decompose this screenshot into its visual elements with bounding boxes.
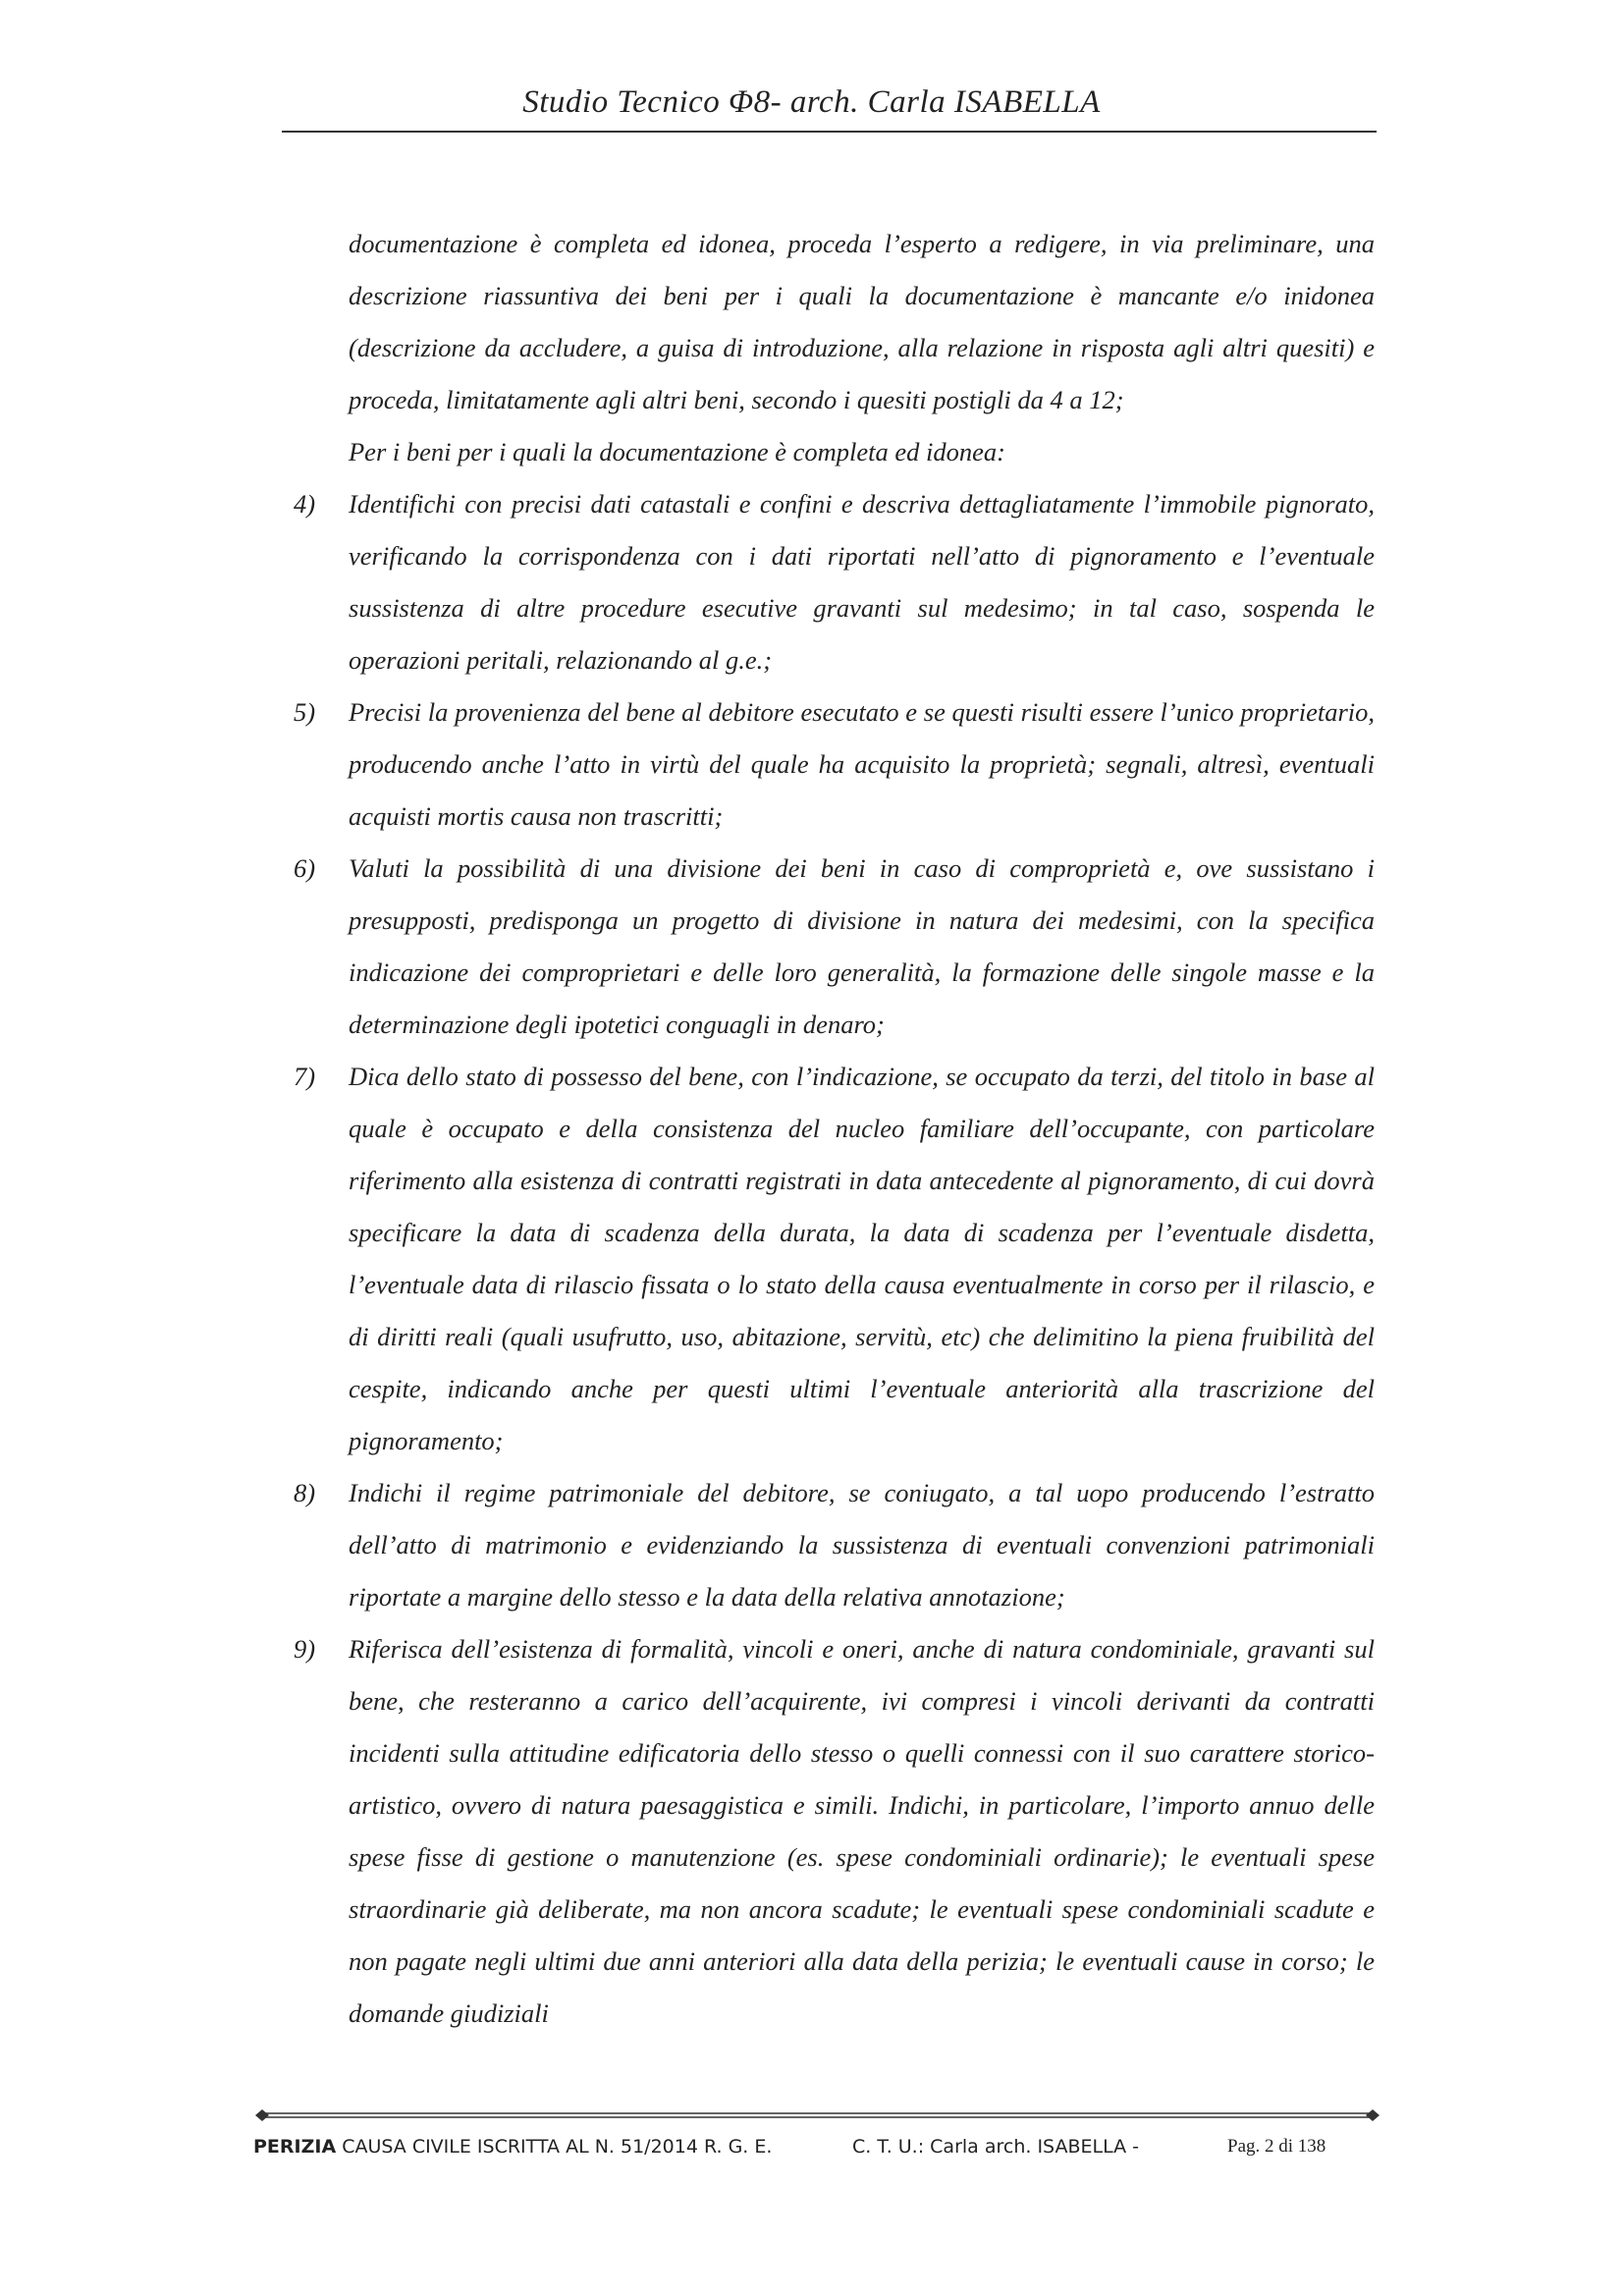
list-item-text: Precisi la provenienza del bene al debitore esecutato e se questi risulti essere l’unico proprietario, producendo anche l’atto in virtù del quale ha acquisito la proprietà; segnali, altresì, eventuali acquisti mortis causa non trascritti; (349, 697, 1375, 831)
list-item-number: 7) (294, 1062, 316, 1091)
list-item-number: 6) (294, 853, 316, 883)
list-item-text: Valuti la possibilità di una divisione dei beni in caso di comproprietà e, ove sussistano i presupposti, predisponga un progetto di divisione in natura dei medesimi, con la specifica indicazione dei comproprietari e delle loro generalità, la formazione delle singole masse e la determinazione degli ipotetici conguagli in denaro; (349, 853, 1375, 1039)
diamond-ornament-icon (1366, 2109, 1380, 2121)
list-item (294, 1623, 1375, 2040)
footer-divider (255, 2108, 1380, 2122)
footer-ctu: C. T. U.: Carla arch. ISABELLA - (852, 2136, 1140, 2158)
diamond-ornament-icon (255, 2109, 269, 2121)
footer-case-reference (253, 2136, 772, 2158)
footer-page-number: Pag. 2 di 138 (1227, 2136, 1326, 2157)
list-item-text: Indichi il regime patrimoniale del debitore, se coniugato, a tal uopo producendo l’estratto dell’atto di matrimonio e evidenziando la sussistenza di eventuali convenzioni patrimoniali riportate a margine dello stesso e la data della relativa annotazione; (349, 1478, 1375, 1612)
document-body (294, 218, 1375, 2040)
list-item-text: Dica dello stato di possesso del bene, con l’indicazione, se occupato da terzi, del titolo in base al quale è occupato e della consistenza del nucleo familiare dell’occupante, con particolare riferimento alla esistenza di contratti registrati in data antecedente al pignoramento, di cui dovrà specificare la data di scadenza della durata, la data di scadenza per l’eventuale disdetta, l’eventuale data di rilascio fissata o lo stato della causa eventualmente in corso per il rilascio, e di diritti reali (quali usufrutto, uso, abitazione, servitù, etc) che delimitino la piena fruibilità del cespite, indicando anche per questi ultimi l’eventuale anteriorità alla trascrizione del pignoramento; (349, 1062, 1375, 1455)
list-item (294, 478, 1375, 686)
footer-case-text: CAUSA CIVILE ISCRITTA AL N. 51/2014 R. G. E. (336, 2136, 773, 2158)
subheading: Per i beni per i quali la documentazione è completa ed idonea: (349, 437, 1005, 466)
list-item-text: Riferisca dell’esistenza di formalità, vincoli e oneri, anche di natura condominiale, gravanti sul bene, che resteranno a carico dell’acquirente, ivi compresi i vincoli derivanti da contratti incidenti sulla attitudine edificatoria dello stesso o quelli connessi con il suo carattere storico-artistico, ovvero di natura paesaggistica e simili. Indichi, in particolare, l’importo annuo delle spese fisse di gestione o manutenzione (es. spese condominiali ordinarie); le eventuali spese straordinarie già deliberate, ma non ancora scadute; le eventuali spese condominiali scadute e non pagate negli ultimi due anni anteriori alla data della perizia; le eventuali cause in corso; le domande giudiziali (349, 1634, 1375, 2028)
footer-perizia-label: PERIZIA (253, 2136, 337, 2158)
list-item-text: Identifichi con precisi dati catastali e confini e descriva dettagliatamente l’immobile pignorato, verificando la corrispondenza con i dati riportati nell’atto di pignoramento e l’eventuale sussistenza di altre procedure esecutive gravanti sul medesimo; in tal caso, sospenda le operazioni peritali, relazionando al g.e.; (349, 489, 1375, 675)
list-item (294, 843, 1375, 1051)
list-item-number: 9) (294, 1634, 316, 1664)
list-item-number: 8) (294, 1478, 316, 1507)
header-divider (282, 131, 1377, 133)
list-item-number: 5) (294, 697, 316, 727)
intro-paragraph: documentazione è completa ed idonea, proceda l’esperto a redigere, in via preliminare, una descrizione riassuntiva dei beni per i quali la documentazione è mancante e/o inidonea (descrizione da accludere, a guisa di introduzione, alla relazione in risposta agli altri quesiti) e proceda, limitatamente agli altri beni, secondo i quesiti postigli da 4 a 12; (349, 229, 1375, 414)
list-item (294, 1467, 1375, 1623)
list-item-number: 4) (294, 489, 316, 519)
list-item (294, 686, 1375, 843)
header-title: Studio Tecnico Φ8- arch. Carla ISABELLA (522, 84, 1101, 120)
list-item (294, 1051, 1375, 1467)
